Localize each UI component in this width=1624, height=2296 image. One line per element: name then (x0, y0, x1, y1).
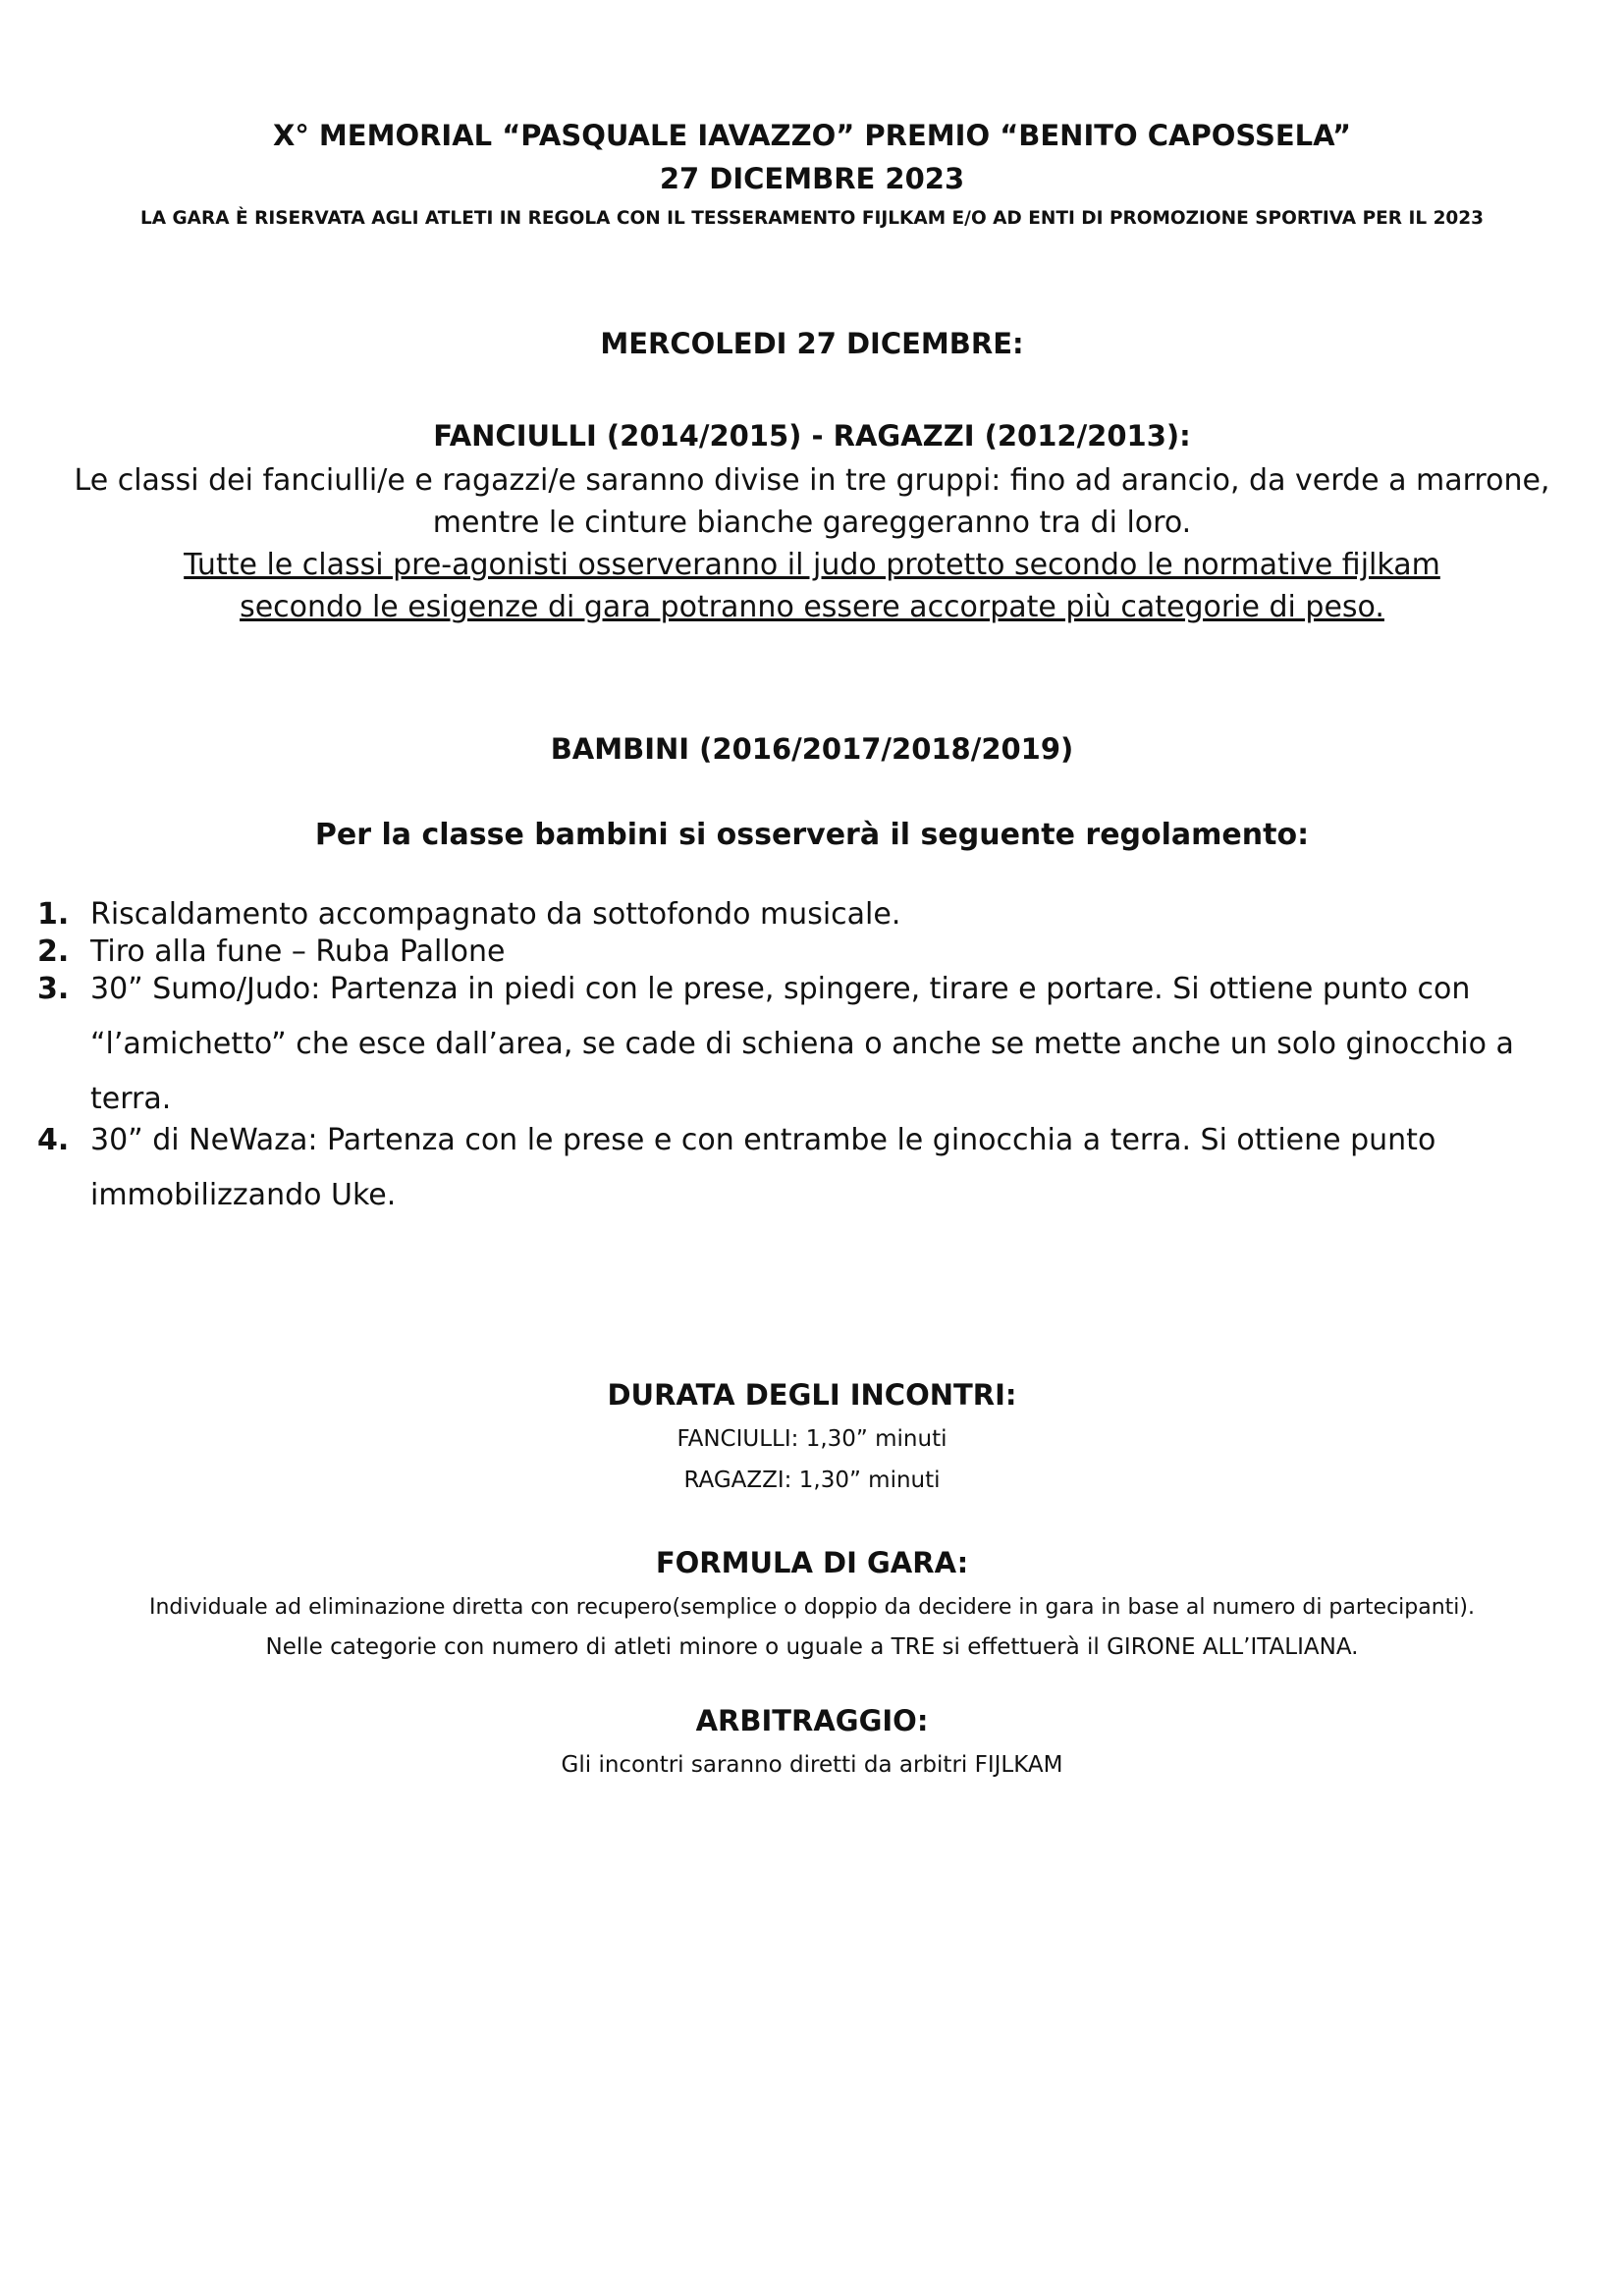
formula-line-2: Nelle categorie con numero di atleti minore o uguale a TRE si effettuerà il GIRONE ALL’ITALIANA. (265, 1634, 1359, 1660)
day-heading: MERCOLEDI 27 DICEMBRE: (600, 327, 1024, 360)
durata-ragazzi: RAGAZZI: 1,30” minuti (683, 1468, 941, 1493)
fanciulli-line-4-text: secondo le esigenze di gara potranno essere accorpate più categorie di peso. (240, 590, 1384, 624)
event-date: 27 DICEMBRE 2023 (659, 162, 965, 195)
rule-number: 3. (37, 972, 70, 1006)
rule-item (37, 1113, 1589, 1223)
rule-item (37, 962, 1589, 1127)
rule-line: 30” di NeWaza: Partenza con le prese e con entrambe le ginocchia a terra. Si ottiene punto (90, 1123, 1436, 1157)
rule-number: 4. (37, 1123, 70, 1157)
formula-heading: FORMULA DI GARA: (655, 1546, 969, 1579)
eligibility-notice: LA GARA È RISERVATA AGLI ATLETI IN REGOLA CON IL TESSERAMENTO FIJLKAM E/O AD ENTI DI PROMOZIONE SPORTIVA PER IL 2023 (139, 208, 1485, 229)
document-title: X° MEMORIAL “PASQUALE IAVAZZO” PREMIO “BENITO CAPOSSELA” (272, 119, 1352, 152)
fanciulli-line-3 (29, 544, 1595, 586)
fanciulli-description (29, 459, 1595, 628)
bambini-rules-list (37, 887, 1589, 1223)
fanciulli-heading: FANCIULLI (2014/2015) - RAGAZZI (2012/2013): (433, 419, 1191, 453)
fanciulli-line-4 (29, 586, 1595, 628)
rule-number: 2. (37, 934, 70, 969)
bambini-heading: BAMBINI (2016/2017/2018/2019) (550, 732, 1074, 766)
formula-description (0, 1588, 1624, 1667)
durata-heading: DURATA DEGLI INCONTRI: (607, 1378, 1017, 1412)
fanciulli-line-1: Le classi dei fanciulli/e e ragazzi/e saranno divise in tre gruppi: fino ad arancio, da verde a marrone, (74, 463, 1550, 498)
rule-line: “l’amichetto” che esce dall’area, se cade di schiena o anche se mette anche un solo ginocchio a (90, 1027, 1514, 1061)
formula-line-1: Individuale ad eliminazione diretta con recupero(semplice o doppio da decidere in gara in base al numero di partecipanti). (148, 1595, 1475, 1620)
rule-line: immobilizzando Uke. (90, 1178, 397, 1212)
rule-line: Riscaldamento accompagnato da sottofondo musicale. (90, 897, 901, 932)
fanciulli-line-3-text: Tutte le classi pre-agonisti osserveranno il judo protetto secondo le normative fijlkam (184, 548, 1440, 582)
rule-line: 30” Sumo/Judo: Partenza in piedi con le prese, spingere, tirare e portare. Si ottiene punto con (90, 972, 1471, 1006)
arbitraggio-text: Gli incontri saranno diretti da arbitri FIJLKAM (561, 1752, 1063, 1778)
rule-line: terra. (90, 1082, 172, 1116)
durata-fanciulli: FANCIULLI: 1,30” minuti (677, 1426, 947, 1452)
fanciulli-line-2: mentre le cinture bianche gareggeranno tra di loro. (432, 506, 1192, 540)
rule-line: Tiro alla fune – Ruba Pallone (90, 934, 506, 969)
rule-number: 1. (37, 897, 70, 932)
bambini-subheading: Per la classe bambini si osserverà il seguente regolamento: (314, 818, 1310, 852)
arbitraggio-heading: ARBITRAGGIO: (695, 1704, 929, 1737)
